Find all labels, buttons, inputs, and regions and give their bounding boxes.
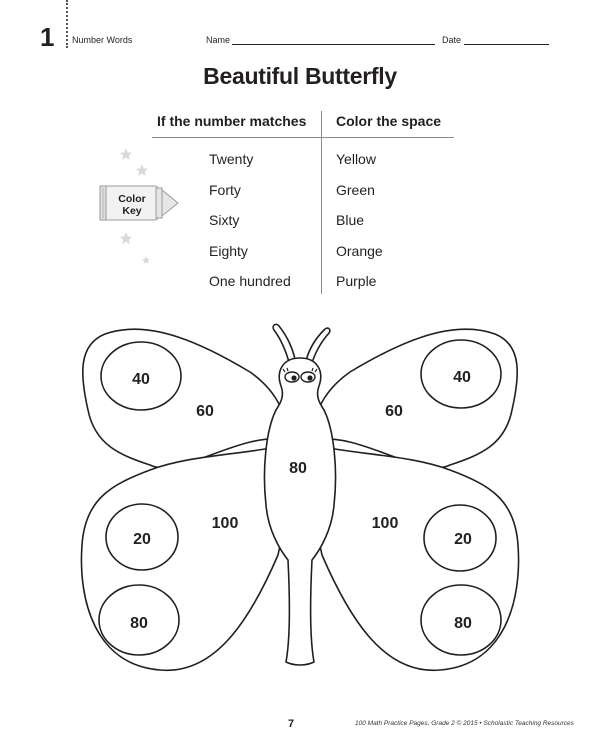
number-column-header: If the number matches: [157, 113, 307, 129]
number-lower-right-spot-bottom: 80: [454, 615, 472, 632]
key-color-blue: Blue: [336, 212, 365, 228]
date-label: Date: [442, 35, 462, 45]
number-lower-left-wing: 100: [211, 515, 239, 532]
key-number-one-hundred: One hundred: [209, 273, 291, 289]
key-number-twenty: Twenty: [209, 151, 254, 167]
number-upper-left-wing: 60: [196, 403, 214, 420]
number-lower-left-spot-bottom: 80: [130, 615, 148, 632]
right-pupil: [307, 375, 312, 380]
number-upper-left-spot: 40: [132, 371, 150, 388]
color-column-header: Color the space: [336, 113, 442, 129]
key-color-yellow: Yellow: [336, 151, 376, 167]
key-color-purple: Purple: [336, 273, 377, 289]
key-number-sixty: Sixty: [209, 212, 240, 228]
key-color-green: Green: [336, 182, 375, 198]
unit-number: 1: [40, 22, 55, 52]
number-upper-right-wing: 60: [385, 403, 403, 420]
number-lower-left-spot-top: 20: [133, 531, 151, 548]
number-lower-right-wing: 100: [371, 515, 399, 532]
number-body: 80: [289, 460, 307, 477]
key-number-forty: Forty: [209, 182, 241, 198]
page-number: 7: [288, 718, 295, 730]
page-title: Beautiful Butterfly: [203, 63, 397, 89]
name-label: Name: [206, 35, 231, 45]
color-key-label: Color Key: [118, 193, 146, 217]
number-upper-right-spot: 40: [453, 369, 471, 386]
credit-line: 100 Math Practice Pages, Grade 2 © 2015 • Scholastic Teaching Resources: [355, 720, 574, 727]
key-color-orange: Orange: [336, 243, 383, 259]
key-number-eighty: Eighty: [209, 243, 248, 259]
unit-title: Number Words: [72, 35, 133, 45]
number-lower-right-spot-top: 20: [454, 531, 472, 548]
left-pupil: [291, 375, 296, 380]
